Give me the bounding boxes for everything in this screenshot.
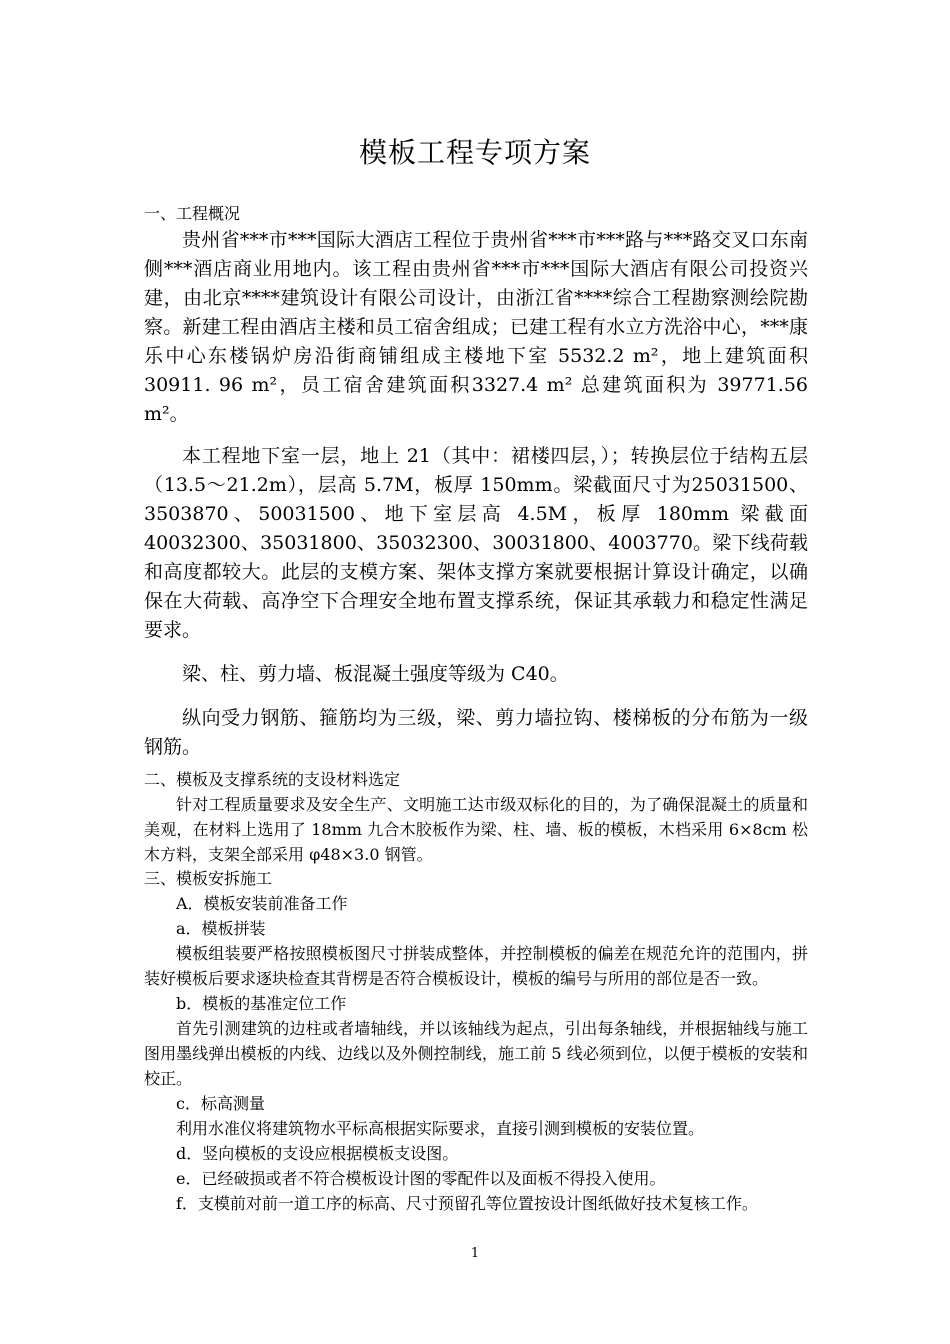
elevation-paragraph: 利用水准仪将建筑物水平标高根据实际要求，直接引测到模板的安装位置。: [176, 1119, 705, 1138]
overview-paragraph-4: 纵向受力钢筋、箍筋均为三级，梁、剪力墙拉钩、楼梯板的分布筋为一级钢筋。: [144, 707, 808, 758]
overview-paragraph-2: 本工程地下室一层，地上 21（其中：裙楼四层，）；转换层位于结构五层（13.5～21.2m），层高 5.7M，板厚 150mm。梁截面尺寸为25031500、3503870、50031500、地下室层高 4.5M，板厚 180mm 梁截面40032300、35031800、35032300、30031800、4003770。梁下线荷载和高度都较大。此层的支模方案、架体支撑方案就要根据计算设计确定，以确保在大荷载、高净空下合理安全地布置支撑系统，保证其承载力和稳定性满足要求。: [144, 445, 808, 641]
subheading-b: b．模板的基准定位工作: [176, 994, 347, 1013]
overview-paragraph-3: 梁、柱、剪力墙、板混凝土强度等级为 C40。: [182, 663, 569, 685]
document-body: [144, 202, 808, 1216]
assembly-paragraph: 模板组装要严格按照模板图尺寸拼装成整体，并控制模板的偏差在规范允许的范围内，拼装好模板后要求逐块检查其背楞是否符合模板设计，模板的编号与所用的部位是否一致。: [144, 944, 808, 988]
item-f: f．支模前对前一道工序的标高、尺寸预留孔等位置按设计图纸做好技术复核工作。: [176, 1194, 758, 1213]
subheading-a1: a．模板拼装: [176, 919, 266, 938]
section-heading-installation: 三、模板安拆施工: [144, 869, 273, 888]
subheading-a: A．模板安装前准备工作: [176, 894, 348, 913]
subheading-c: c．标高测量: [176, 1094, 265, 1113]
section-heading-materials: 二、模板及支撑系统的支设材料选定: [144, 770, 401, 789]
page-title: 模板工程专项方案: [358, 136, 591, 169]
materials-paragraph: 针对工程质量要求及安全生产、文明施工达市级双标化的目的，为了确保混凝土的质量和美观，在材料上选用了 18mm 九合木胶板作为梁、柱、墙、板的模板，木档采用 6×8cm 松木方料，支架全部采用 φ48×3.0 钢管。: [144, 795, 808, 864]
item-d: d．竖向模板的支设应根据模板支设图。: [176, 1144, 459, 1163]
positioning-paragraph: 首先引测建筑的边柱或者墙轴线，并以该轴线为起点，引出每条轴线，并根据轴线与施工图用墨线弹出模板的内线、边线以及外侧控制线，施工前 5 线必须到位，以便于模板的安装和校正。: [144, 1019, 808, 1088]
item-e: e．已经破损或者不符合模板设计图的零配件以及面板不得投入使用。: [176, 1169, 666, 1188]
section-heading-overview: 一、工程概况: [144, 204, 241, 223]
page-number: 1: [470, 1246, 480, 1261]
overview-paragraph-1: 贵州省***市***国际大酒店工程位于贵州省***市***路与***路交叉口东南侧***酒店商业用地内。该工程由贵州省***市***国际大酒店有限公司投资兴建，由北京****建筑设计有限公司设计，由浙江省****综合工程勘察测绘院勘察。新建工程由酒店主楼和员工宿舍组成；已建工程有水立方洗浴中心，***康乐中心东楼锅炉房沿街商铺组成主楼地下室 5532.2 m²，地上建筑面积 30911. 96 m²，员工宿舍建筑面积3327.4 m² 总建筑面积为 39771.56 m²。: [144, 229, 808, 425]
